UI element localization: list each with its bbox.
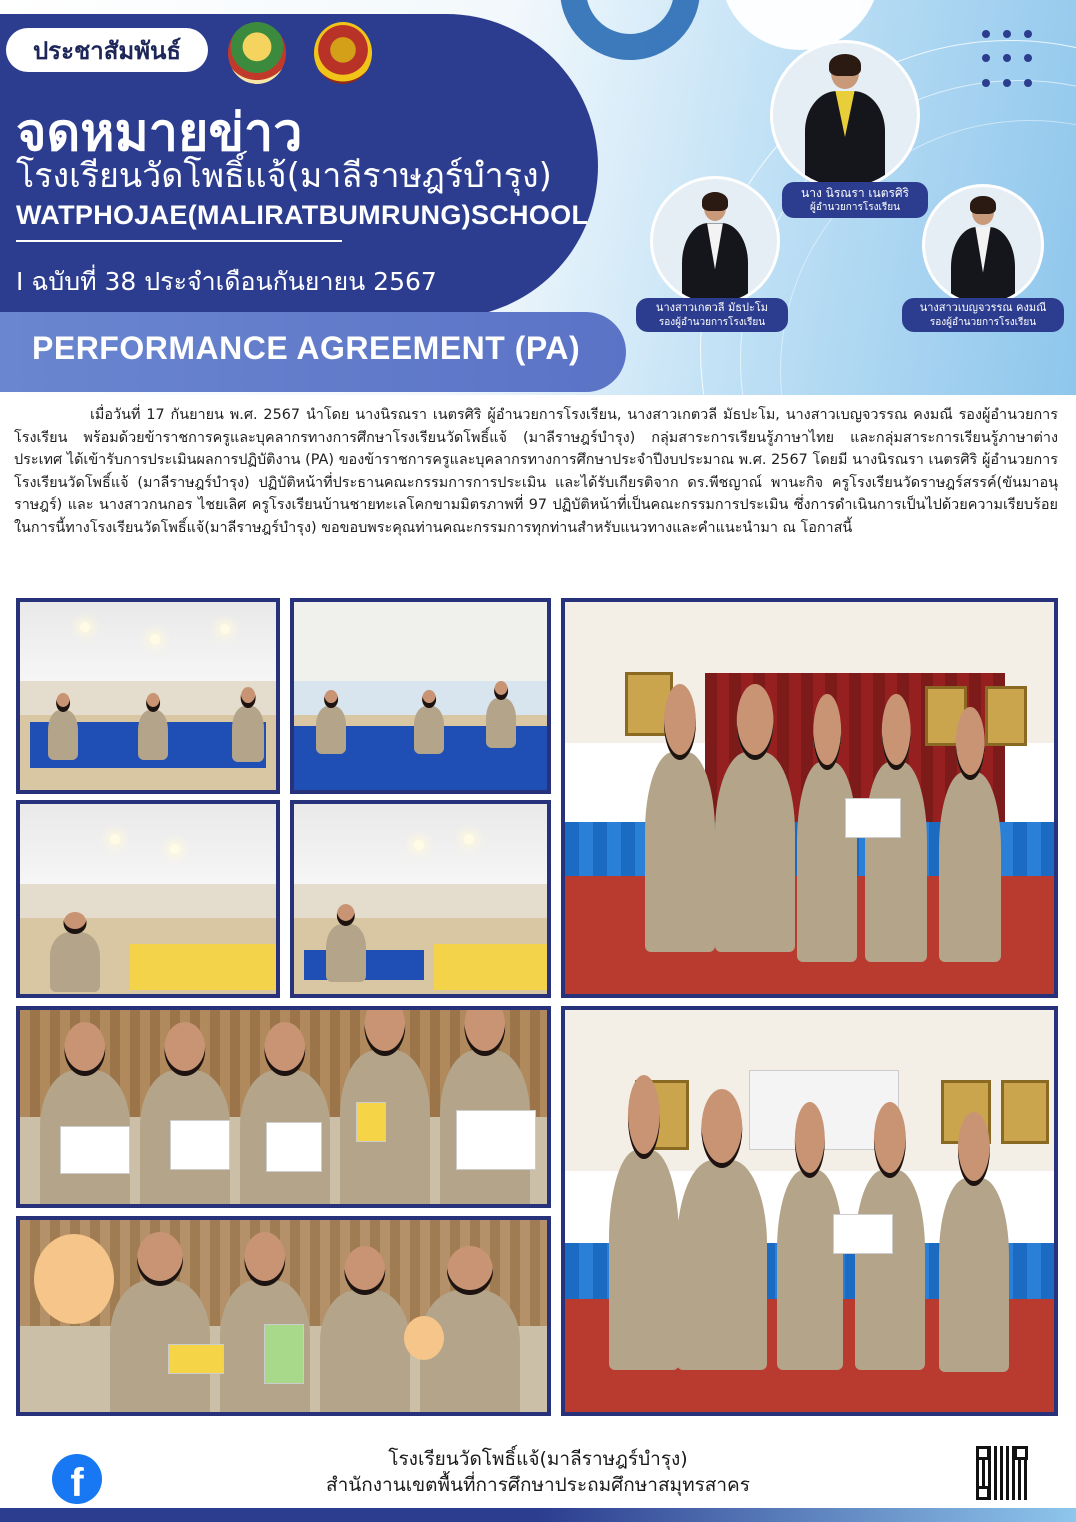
photo-evaluation-table xyxy=(290,598,551,794)
photo-meeting-room xyxy=(16,598,280,794)
deputy-name-tag xyxy=(636,298,788,332)
person-name: นาง นิรณรา เนตรศิริ xyxy=(801,186,909,200)
school-emblem-logo xyxy=(228,22,286,84)
article-body: เมื่อวันที่ 17 กันยายน พ.ศ. 2567 นำโดย นางนิรณรา เนตรศิริ ผู้อำนวยการโรงเรียน, นางสาวเกตวลี มัธปะโม, นางสาวเบญจวรรณ คงมณี รองผู้อำนวยการโรงเรียน พร้อมด้วยข้าราชการครูและบุคลากรทางการศึกษาโรงเรียนวัดโพธิ์แจ้ (มาลีราษฎร์บำรุง) กลุ่มสาระการเรียนรู้ภาษาไทย และกลุ่มสาระการเรียนรู้ภาษาต่างประเทศ ได้เข้ารับการประเมินผลการปฏิบัติงาน (PA) ของข้าราชการครูและบุคลากรทางการศึกษาประจำปีงบประมาณ พ.ศ. 2567 โดยมี นางนิรณรา เนตรศิริ ผู้อำนวยการโรงเรียนวัดโพธิ์แจ้ (มาลีราษฎร์บำรุง) ปฏิบัติหน้าที่ประธานคณะกรรมการการประเมิน และได้รับเกียรติจาก ดร.พีชญาณ์ พานะกิจ ครูโรงเรียนวัดราษฎร์สรรค์(ขันมาอนุราษฎร์) และ นางสาวกนกอร ไชยเลิศ ครูโรงเรียนบ้านชายทะเลโคกขามมิตรภาพที่ 97 ปฏิบัติหน้าที่เป็นคณะกรรมการประเมิน ซึ่งการดำเนินการเป็นไปด้วยความเรียบร้อย ในการนี้ทางโรงเรียนวัดโพธิ์แจ้(มาลีราษฎร์บำรุง) ขอขอบพระคุณท่านคณะกรรมการทุกท่านสำหรับแนวทางและคำแนะนำมา ณ โอกาสนี้ xyxy=(14,407,1058,536)
deputy-portrait xyxy=(922,184,1044,306)
footer-bar xyxy=(0,1508,1076,1522)
newsletter-title: จดหมายข่าว xyxy=(16,103,303,163)
photo-group-certificate xyxy=(561,598,1058,998)
issue-number: I ฉบับที่ 38 ประจำเดือนกันยายน 2567 xyxy=(16,267,437,296)
decorative-ring xyxy=(560,0,700,60)
dot-grid-decoration xyxy=(982,30,1042,90)
footer-office-name: สำนักงานเขตพื้นที่การศึกษาประถมศึกษาสมุทรสาคร xyxy=(326,1474,750,1496)
facebook-icon[interactable]: f xyxy=(52,1454,102,1504)
deputy-portrait xyxy=(650,176,780,306)
obec-emblem-logo xyxy=(314,22,372,84)
footer-school-name: โรงเรียนวัดโพธิ์แจ้(มาลีราษฎร์บำรุง) xyxy=(388,1448,688,1470)
person-name: นางสาวเบญจวรรณ คงมณี xyxy=(919,301,1047,314)
photo-group-certificate xyxy=(561,1006,1058,1416)
director-portrait xyxy=(770,40,920,190)
person-role: รองผู้อำนวยการโรงเรียน xyxy=(658,316,766,328)
deputy-name-tag xyxy=(902,298,1064,332)
person-role: รองผู้อำนวยการโรงเรียน xyxy=(929,316,1037,328)
photo-teachers-teaching-aids xyxy=(16,1006,551,1208)
person-role: ผู้อำนวยการโรงเรียน xyxy=(810,202,900,214)
photo-presentation xyxy=(290,800,551,998)
title-divider xyxy=(16,240,342,242)
school-name-english: WATPHOJAE(MALIRATBUMRUNG)SCHOOL xyxy=(16,200,589,230)
section-title: PERFORMANCE AGREEMENT (PA) xyxy=(32,330,581,366)
qr-code-icon[interactable] xyxy=(976,1446,1028,1500)
director-name-tag xyxy=(782,182,928,218)
pr-label: ประชาสัมพันธ์ xyxy=(6,28,208,72)
photo-presentation xyxy=(16,800,280,998)
school-name-thai: โรงเรียนวัดโพธิ์แจ้(มาลีราษฎร์บำรุง) xyxy=(16,156,552,196)
person-name: นางสาวเกตวลี มัธปะโม xyxy=(655,301,769,314)
photo-teachers-teaching-aids xyxy=(16,1216,551,1416)
